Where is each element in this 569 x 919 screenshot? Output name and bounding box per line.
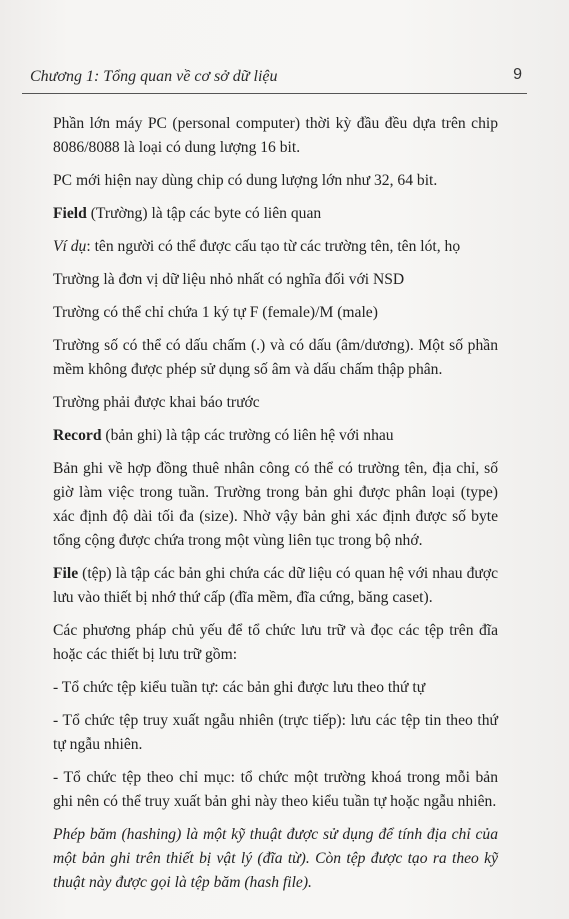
page-number: 9 [513, 66, 522, 83]
definition-file: File (tệp) là tập các bản ghi chứa các dữ liệu có quan hệ với nhau được lưu vào thiết bị nhớ thứ cấp (đĩa mềm, đĩa cứng, băng caset). [53, 565, 498, 606]
paragraph: Các phương pháp chủ yếu để tổ chức lưu trữ và đọc các tệp trên đĩa hoặc các thiết bị lưu trữ gồm: [53, 622, 498, 663]
term-record: Record [53, 427, 102, 444]
list-item: - Tổ chức tệp truy xuất ngẫu nhiên (trực tiếp): lưu các tệp tin theo thứ tự ngẫu nhiên. [53, 712, 498, 753]
definition-field: Field (Trường) là tập các byte có liên quan [53, 205, 322, 222]
paragraph: PC mới hiện nay dùng chip có dung lượng lớn như 32, 64 bit. [53, 172, 438, 189]
definition-record: Record (bản ghi) là tập các trường có liên hệ với nhau [53, 427, 394, 444]
paragraph: Bản ghi về hợp đồng thuê nhân công có thể có trường tên, địa chỉ, số giờ làm việc trong tuần. Trường trong bản ghi được phân loại (type) xác định độ dài tối đa (size). Nhờ vậy bản ghi xác định được số byte tổng cộng được chứa trong một vùng liên tục trong bộ nhớ. [53, 460, 498, 549]
paragraph: Trường phải được khai báo trước [53, 394, 260, 411]
header-divider [22, 93, 527, 94]
chapter-title: Chương 1: Tổng quan về cơ sở dữ liệu [30, 68, 278, 85]
list-item: - Tổ chức tệp kiểu tuần tự: các bản ghi được lưu theo thứ tự [53, 679, 426, 696]
running-header [22, 66, 522, 92]
paragraph: Trường có thể chỉ chứa 1 ký tự F (female)/M (male) [53, 304, 378, 321]
paragraph: Trường số có thể có dấu chấm (.) và có dấu (âm/dương). Một số phần mềm không được phép sử dụng số âm và dấu chấm thập phân. [53, 337, 498, 378]
paragraph: Trường là đơn vị dữ liệu nhỏ nhất có nghĩa đối với NSD [53, 271, 405, 288]
hashing-paragraph: Phép băm (hashing) là một kỹ thuật được sử dụng để tính địa chỉ của một bản ghi trên thiết bị vật lý (đĩa từ). Còn tệp được tạo ra theo kỹ thuật này được gọi là tệp băm (hash file). [53, 826, 498, 891]
paragraph: Phần lớn máy PC (personal computer) thời kỳ đầu đều dựa trên chip 8086/8088 là loại có dung lượng 16 bit. [53, 115, 498, 156]
example-paragraph: Ví dụ: tên người có thể được cấu tạo từ các trường tên, tên lót, họ [53, 238, 461, 255]
list-item: - Tổ chức tệp theo chỉ mục: tổ chức một trường khoá trong mỗi bản ghi nên có thể truy xuất bản ghi này theo kiểu tuần tự hoặc ngẫu nhiên. [53, 769, 498, 810]
term-field: Field [53, 205, 87, 222]
body-text [53, 112, 498, 904]
term-file: File [53, 565, 79, 582]
example-lead: Ví dụ [53, 238, 87, 255]
